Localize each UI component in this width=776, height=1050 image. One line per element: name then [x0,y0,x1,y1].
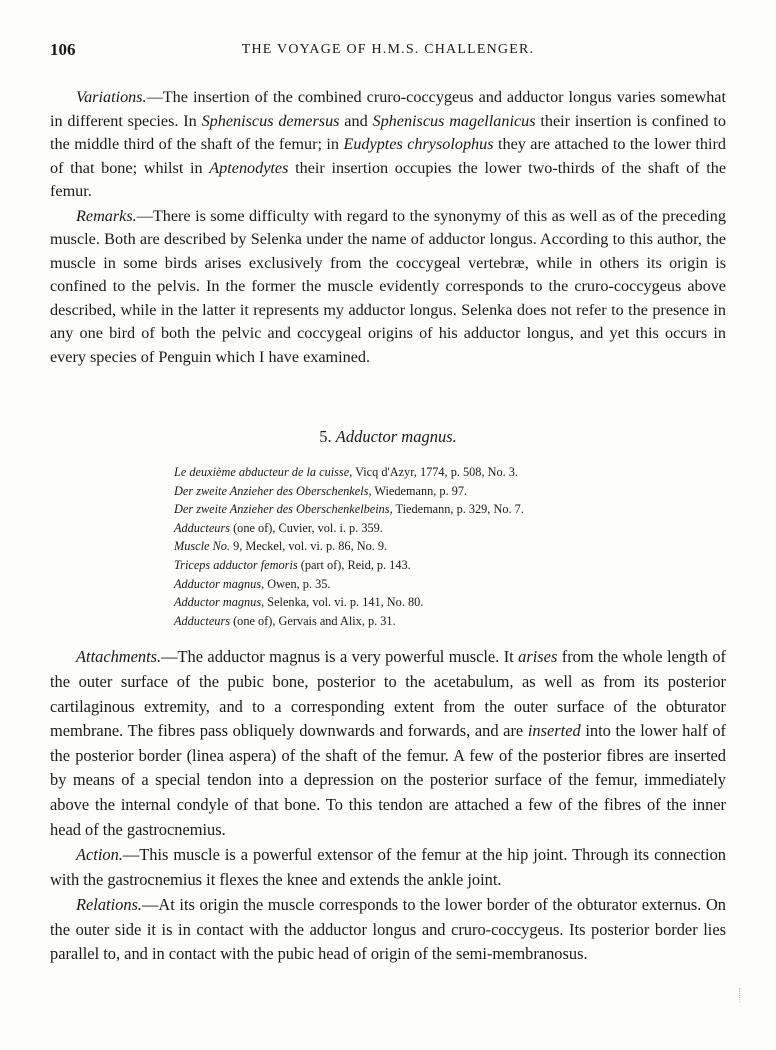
synonym-entry [174,556,726,575]
page-header [50,40,726,68]
synonym-name: Adducteurs [174,613,231,628]
synonym-entry [174,482,726,501]
margin-mark [739,988,746,1002]
species-name: Spheniscus magellanicus [372,111,536,130]
remarks-heading: Remarks. [76,206,137,225]
synonym-entry [174,575,726,594]
synonymy-list [174,463,726,630]
synonym-reference: (one of), Gervais and Alix, p. 31. [230,613,396,628]
synonym-entry [174,593,726,612]
relations-text: —At its origin the muscle corresponds to the lower border of the obturator externus. On the outer side it is in contact with the adductor longus and cruro-coccygeus. Its posterior border lies parallel to, and in contact with the pubic head of origin of the semi-membranosus. [50,895,726,964]
variations-text-5: their insertion occupies the lower two-thirds of the shaft of the femur. [50,158,727,200]
attachments-text-1: —The adductor magnus is a very powerful muscle. It [161,647,519,667]
section-number: 5. [319,427,332,446]
running-title: THE VOYAGE OF H.M.S. CHALLENGER. [241,42,535,57]
attachments-paragraph [50,645,726,842]
synonym-reference: , Selenka, vol. vi. p. 141, No. 80. [261,595,424,610]
synonym-reference: , Wiedemann, p. 97. [368,483,468,498]
remarks-paragraph [50,205,726,370]
synonym-entry [174,612,726,631]
synonym-reference: , Owen, p. 35. [261,576,331,591]
action-heading: Action. [76,845,123,865]
variations-text-3: their insertion is confined to the middle third of the shaft of the femur; in [50,111,726,153]
variations-paragraph [50,86,726,204]
synonym-name: Le deuxième abducteur de la cuisse [174,465,350,479]
description-block [50,645,726,967]
synonym-name: Adductor magnus [174,576,262,591]
emphasis-inserted: inserted [527,721,581,741]
synonym-entry [174,463,726,482]
relations-paragraph [50,893,726,967]
action-paragraph [50,843,726,892]
synonym-reference: 9, Meckel, vol. vi. p. 86, No. 9. [230,539,388,554]
relations-heading: Relations. [76,895,143,915]
species-name: Aptenodytes [209,158,289,177]
attachments-text-3: into the lower half of the posterior border (linea aspera) of the shaft of the femur. A few of the posterior fibres are inserted by means of a special tendon into a depression on the posterior surface of the femur, immediately above the internal condyle of that bone. To this tendon are attached a few of the fibres of the inner head of the gastrocnemius. [50,721,726,839]
variations-text-4: they are attached to the lower third of that bone; whilst in [50,135,726,177]
variations-text-2: and [339,111,373,130]
section-heading [50,427,726,447]
attachments-heading: Attachments. [76,647,162,667]
synonym-reference: , Vicq d'Azyr, 1774, p. 508, No. 3. [349,465,518,479]
species-name: Spheniscus demersus [201,111,340,130]
synonym-entry [174,519,726,538]
synonym-reference: (one of), Cuvier, vol. i. p. 359. [230,520,383,535]
synonym-name: Triceps adductor femoris [174,557,298,572]
attachments-text-2: from the whole length of the outer surface of the pubic bone, posterior to the acetabulum, as well as from its posterior cartilaginous extremity, and to a corresponding extent from the outer surface of the obturator membrane. The fibres pass obliquely downwards and forwards, and are [50,647,726,741]
synonym-reference: , Tiedemann, p. 329, No. 7. [389,502,524,517]
synonym-entry [174,537,726,556]
action-text: —This muscle is a powerful extensor of the femur at the hip joint. Through its connection with the gastrocnemius it flexes the knee and extends the ankle joint. [50,845,726,889]
synonym-name: Adductor magnus [174,595,262,610]
variations-text-1: —The insertion of the combined cruro-coccygeus and adductor longus varies somewhat in different species. In [50,88,726,130]
synonym-name: Der zweite Anzieher des Oberschenkelbeins [174,502,390,517]
synonym-entry [174,500,726,519]
synonym-reference: (part of), Reid, p. 143. [297,557,411,572]
page-number: 106 [50,40,76,59]
synonym-name: Muscle No. [174,539,231,554]
remarks-text: —There is some difficulty with regard to the synonymy of this as well as of the preceding muscle. Both are described by Selenka under the name of adductor longus. According to this author, the muscle in some birds arises exclusively from the coccygeal vertebræ, while in others its origin is confined to the pelvis. In the former the muscle evidently corresponds to the cruro-coccygeus above described, while in the latter it represents my adductor longus. Selenka does not refer to the presence in any one bird of both the pelvic and coccygeal origins of his adductor longus, and yet this occurs in every species of Penguin which I have examined. [50,206,726,366]
emphasis-arises: arises [518,647,558,667]
species-name: Eudyptes chrysolophus [343,135,494,153]
variations-heading: Variations. [76,88,147,106]
page-body [50,86,726,967]
section-title: Adductor magnus. [335,427,457,446]
synonym-name: Der zweite Anzieher des Oberschenkels [174,483,369,498]
synonym-name: Adducteurs [174,520,231,535]
